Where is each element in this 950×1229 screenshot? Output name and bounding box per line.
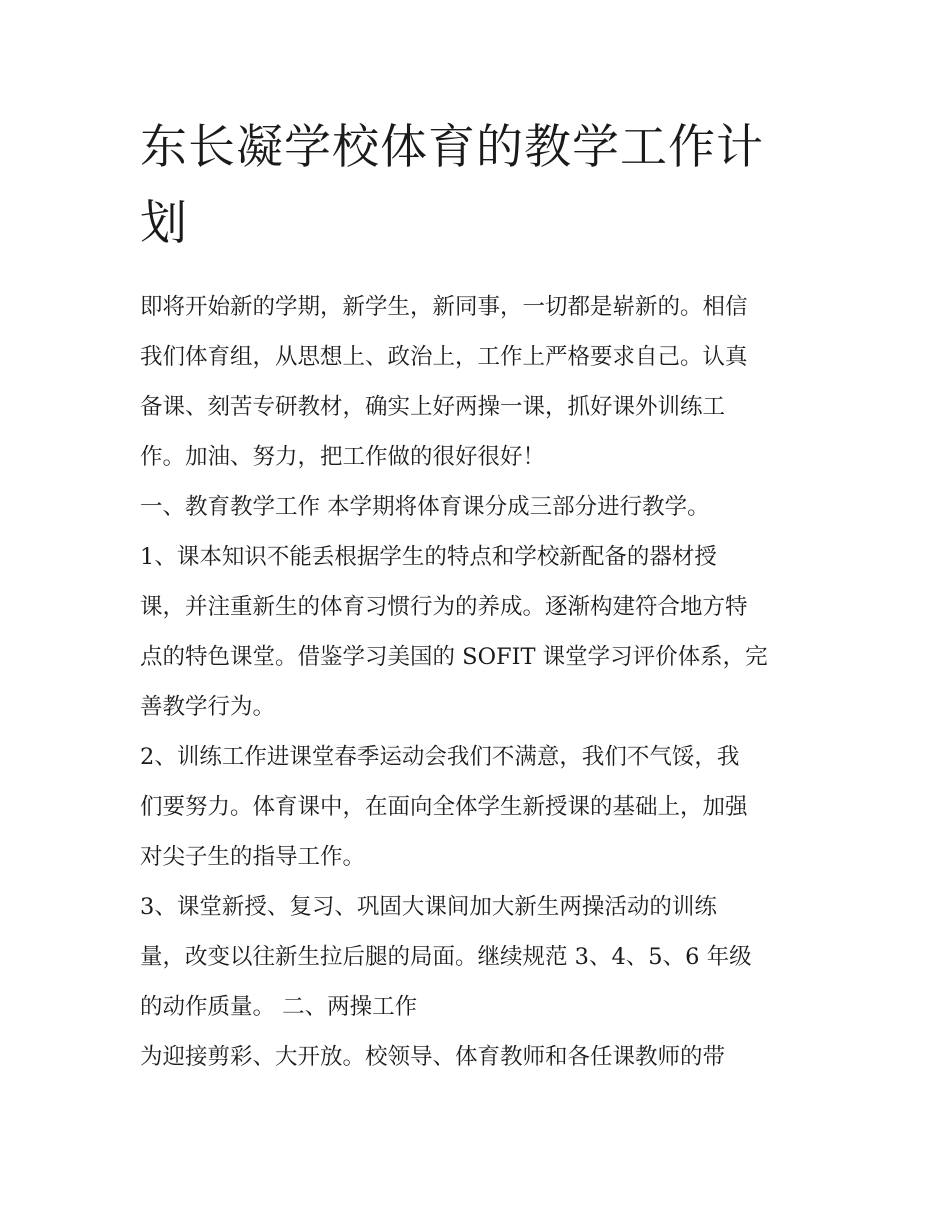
text-line: 们要努力。体育课中，在面向全体学生新授课的基础上，加强 (140, 794, 748, 820)
text-line: 备课、刻苦专研教材，确实上好两操一课，抓好课外训练工 (140, 394, 726, 420)
text-line: 一、教育教学工作 本学期将体育课分成三部分进行教学。 (140, 494, 710, 520)
text-line: 课，并注重新生的体育习惯行为的养成。逐渐构建符合地方特 (140, 594, 748, 620)
text-line: 对尖子生的指导工作。 (140, 844, 366, 870)
paragraph-item-2 (140, 732, 830, 882)
text-line: 为迎接剪彩、大开放。校领导、体育教师和各任课教师的带 (140, 1044, 726, 1070)
document-page (140, 110, 830, 1082)
text-line: 作。加油、努力，把工作做的很好很好！ (140, 444, 546, 470)
text-line: 即将开始新的学期，新学生，新同事，一切都是崭新的。相信 (140, 294, 748, 320)
text-line: 我们体育组，从思想上、政治上，工作上严格要求自己。认真 (140, 344, 748, 370)
text-line: 3、课堂新授、复习、巩固大课间加大新生两操活动的训练 (140, 894, 717, 920)
paragraph-section-2 (140, 1032, 830, 1082)
paragraph-item-1 (140, 532, 830, 732)
text-line: 点的特色课堂。借鉴学习美国的 SOFIT 课堂学习评价体系，完 (140, 644, 768, 670)
paragraph-section-1-heading (140, 482, 830, 532)
paragraph-item-3 (140, 882, 830, 1032)
title-line: 划 (140, 196, 188, 251)
document-title (140, 110, 830, 262)
text-line: 量，改变以往新生拉后腿的局面。继续规范 3、4、5、6 年级 (140, 944, 752, 970)
text-line: 的动作质量。 二、两操工作 (140, 994, 418, 1020)
text-line: 2、训练工作进课堂春季运动会我们不满意，我们不气馁，我 (140, 744, 740, 770)
title-line: 东长凝学校体育的教学工作计 (140, 120, 764, 175)
paragraph-intro (140, 282, 830, 482)
text-line: 善教学行为。 (140, 694, 276, 720)
text-line: 1、课本知识不能丢根据学生的特点和学校新配备的器材授 (140, 544, 717, 570)
